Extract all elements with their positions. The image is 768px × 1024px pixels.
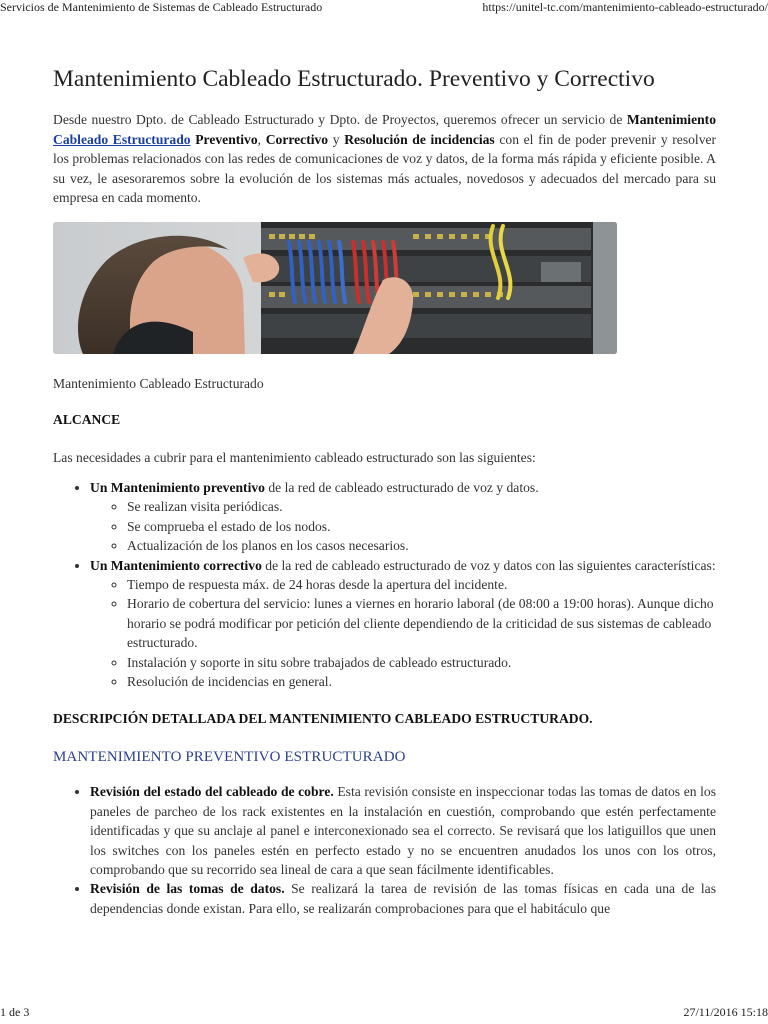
- cableado-estructurado-link[interactable]: Cableado Estructurado: [53, 131, 191, 147]
- print-header: [0, 0, 768, 18]
- intro-bold-preventivo: Preventivo: [195, 131, 258, 147]
- correctivo-sublist: [90, 575, 716, 691]
- patch-panel-photo: [53, 222, 617, 354]
- list-item: ◦ Se realizan visita periódicas.: [127, 497, 716, 516]
- list-item: ◦ Resolución de incidencias en general.: [127, 672, 716, 691]
- intro-text: ,: [257, 131, 266, 147]
- correctivo-text: de la red de cableado estructurado de voz y datos con las siguientes características:: [261, 557, 716, 573]
- intro-text: Desde nuestro Dpto. de Cableado Estructurado y Dpto. de Proyectos, queremos ofrecer un servicio de: [53, 112, 627, 127]
- list-item-correctivo: [90, 556, 716, 692]
- intro-bold-mantenimiento: Mantenimiento: [626, 112, 716, 127]
- print-url: https://unitel-tc.com/mantenimiento-cableado-estructurado/: [482, 0, 768, 14]
- list-item: ◦ Horario de cobertura del servicio: lunes a viernes en horario laboral (de 08:00 a 19:00 horas). Aunque dicho horario se podrá modificar por petición del cliente dependiendo de la criticidad de sus sistemas de cableado estructurado.: [127, 594, 716, 652]
- intro-bold-incidencias: Resolución de incidencias: [344, 131, 495, 147]
- print-page-title: Servicios de Mantenimiento de Sistemas de Cableado Estructurado: [0, 0, 323, 14]
- detail-item-tomas: [90, 879, 716, 918]
- list-item: ◦ Tiempo de respuesta máx. de 24 horas desde la apertura del incidente.: [127, 575, 716, 594]
- intro-paragraph: [53, 110, 716, 208]
- correctivo-bold: Un Mantenimiento correctivo: [90, 557, 262, 573]
- list-item: ◦ Se comprueba el estado de los nodos.: [127, 517, 716, 536]
- detail-text: Se realizará la tarea de revisión de las tomas físicas en cada una de las dependencias donde existan. Para ello, se realizarán comprobaciones para que el habitáculo que: [90, 881, 716, 916]
- list-item: ◦ Instalación y soporte in situ sobre trabajados de cableado estructurado.: [127, 653, 716, 672]
- intro-bold-correctivo: Correctivo: [265, 131, 329, 147]
- intro-text: con el fin de poder prevenir y resolver los problemas relacionados con las redes de comunicaciones de voz y datos, de la forma más rápida y eficiente posible. A su vez, le asesoraremos sobre la evolución de los sistemas más actuales, novedosos y adecuados del mercado para su empresa en cada momento.: [53, 131, 717, 206]
- alcance-heading: ALCANCE: [53, 411, 121, 427]
- image-caption: Mantenimiento Cableado Estructurado: [53, 375, 264, 391]
- detail-item-cobre: [90, 782, 716, 879]
- detail-text: Esta revisión consiste en inspeccionar todas las tomas de datos en los paneles de parcheo de los rack existentes en la instalación en cuestión, comprobando que estén perfectamente identificadas y que su anclaje al panel e interconexionado sea el correcto. Se revisará que los latiguillos que unen los switches con los paneles estén en perfecto estado y no se encuentren anudados los unos con los otros, comprobando que su recorrido sea lineal de cara a que sean fácilmente identificables.: [90, 784, 716, 878]
- intro-text: y: [328, 131, 345, 147]
- alcance-lead: Las necesidades a cubrir para el mantenimiento cableado estructurado son las siguientes:: [53, 449, 536, 465]
- detail-bold: Revisión del estado del cableado de cobre.: [90, 784, 334, 800]
- detail-bold: Revisión de las tomas de datos.: [90, 881, 285, 897]
- preventivo-bold: Un Mantenimiento preventivo: [90, 479, 265, 495]
- detail-list: [53, 782, 716, 918]
- alcance-list: [53, 478, 716, 691]
- preventivo-text: de la red de cableado estructurado de voz y datos.: [264, 479, 539, 495]
- descripcion-heading: DESCRIPCIÓN DETALLADA DEL MANTENIMIENTO CABLEADO ESTRUCTURADO.: [53, 711, 593, 727]
- preventivo-heading: MANTENIMIENTO PREVENTIVO ESTRUCTURADO: [53, 749, 406, 766]
- preventivo-sublist: [90, 497, 716, 555]
- page-number: 1 de 3: [0, 1005, 30, 1019]
- list-item-preventivo: [90, 478, 716, 556]
- list-item: ◦ Actualización de los planos en los casos necesarios.: [127, 536, 716, 555]
- print-datetime: 27/11/2016 15:18: [683, 1005, 768, 1019]
- print-footer: [0, 1006, 768, 1024]
- article: [53, 62, 716, 918]
- page-title: Mantenimiento Cableado Estructurado. Preventivo y Correctivo: [53, 66, 655, 92]
